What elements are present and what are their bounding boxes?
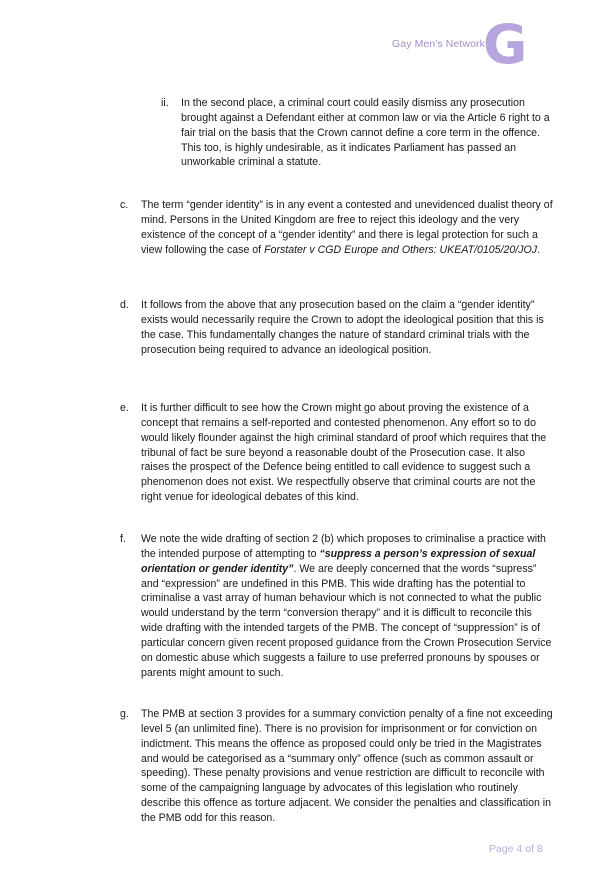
- paragraph-text: [141, 532, 556, 680]
- list-item-g: [120, 707, 556, 826]
- list-marker: d.: [120, 299, 129, 311]
- brand-name: Gay Men's Network: [392, 38, 485, 50]
- paragraph-text: It follows from the above that any prosecution based on the claim a “gender identity” exists would necessarily require the Crown to adopt the ideological position that this is the case. This fundamentally changes the nature of standard criminal trials with the prosecution being required to advance an ideological position.: [141, 299, 544, 356]
- page-header: [0, 0, 603, 80]
- list-item-e: [120, 401, 556, 505]
- paragraph-text: The PMB at section 3 provides for a summary conviction penalty of a fine not exceeding level 5 (an unlimited fine). There is no provision for imprisonment or for conviction on indictment. This means the offence as proposed could only be tried in the Magistrates and would be categorised as a “summary only” offence (such as common assault or speeding). These penalty provisions and venue restriction are difficult to reconcile with some of the campaigning language by advocates of this legislation who routinely describe this offence as torture adjacent. We consider the penalties and classification in the PMB odd for this reason.: [141, 708, 553, 824]
- brand-logo-icon: G: [483, 13, 528, 76]
- case-citation: Forstater v CGD Europe and Others: UKEAT/0105/20/JOJ: [264, 243, 538, 256]
- list-item-f: [120, 532, 556, 680]
- list-marker: f.: [120, 533, 126, 545]
- list-marker: c.: [120, 199, 129, 211]
- list-marker: ii.: [161, 97, 169, 109]
- quoted-text: “suppress a person’s expression of sexual orientation or gender identity”: [141, 547, 536, 575]
- list-item-d: [120, 298, 556, 357]
- paragraph-text-part: . We are deeply concerned that the words “supress: [293, 562, 533, 575]
- paragraph-text-part: The term “gender identity” is in any event a contested and unevidenced dualist theory of mind. Persons in the United Kingdom are free to reject this ideology and the very existence of the concept of a “gender identity” and there is legal protection for such a view following the case of: [141, 199, 553, 256]
- list-marker: e.: [120, 402, 129, 414]
- page-number: Page 4 of 8: [489, 843, 543, 855]
- list-item-c: [120, 198, 556, 257]
- paragraph-text-part: .: [537, 243, 541, 256]
- paragraph-text-part: ” and “expression” are undefined in this PMB. This wide drafting has the potential to criminalise a vast array of human behaviour which is not connected to what the public would understand by the term “conversion therapy” and it is difficult to reconcile this wide drafting with the intended targets of the PMB. The concept of “suppression” is of particular concern given recent proposed guidance from the Crown Prosecution Service on domestic abuse which suggests a failure to use preferred pronouns by spouses or parents might amount to such.: [141, 562, 552, 679]
- list-item-ii: [161, 96, 556, 170]
- paragraph-text: In the second place, a criminal court could easily dismiss any prosecution brought against a Defendant either at common law or via the Article 6 right to a fair trial on the basis that the Crown cannot define a core term in the offence. This too, is highly undesirable, as it indicates Parliament has passed an unworkable criminal a statute.: [181, 97, 550, 169]
- paragraph-text: It is further difficult to see how the Crown might go about proving the existence of a concept that remains a self-reported and contested phenomenon. Any effort so to do would likely flounder against the high criminal standard of proof which requires that the tribunal of fact be sure beyond a reasonable doubt of the Prosecution case. It also raises the prospect of the Defence being entitled to call evidence to suggest such a phenomenon does not exist. We respectfully observe that criminal courts are not the right venue for ideological debates of this kind.: [141, 402, 547, 504]
- paragraph-text-part: We note the wide drafting of section 2 (b) which proposes to criminalise a practice with the intended purpose of attempting to: [141, 533, 546, 560]
- paragraph-text: [141, 198, 556, 257]
- list-marker: g.: [120, 708, 129, 720]
